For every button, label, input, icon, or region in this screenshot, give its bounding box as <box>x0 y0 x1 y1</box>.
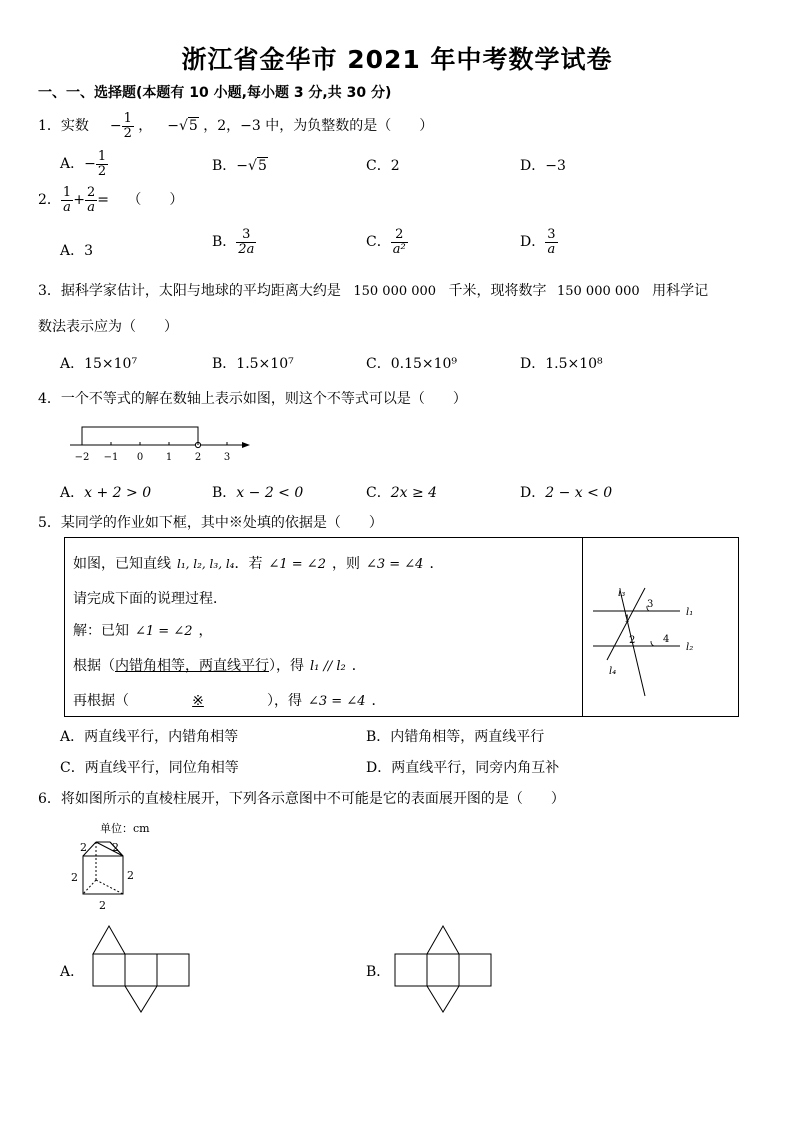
question-3-line1: 3．据科学家估计，太阳与地球的平均距离大约是 150 000 000 千米，现将数字 150 000 000 用科学记 <box>38 283 709 299</box>
q6-option-a-net[interactable] <box>90 922 192 1014</box>
number-line-tick-label: 0 <box>136 452 144 463</box>
q1-fraction: $\frac{1}{2}$ <box>123 111 132 141</box>
q3-option-d[interactable]: D．1.5×10⁸ <box>520 356 603 372</box>
question-5: 5．某同学的作业如下框，其中※处填的依据是（ ） <box>38 515 383 531</box>
q5-homework-box <box>64 537 739 717</box>
svg-text:2: 2 <box>80 841 87 854</box>
box-line-1: 如图，已知直线 l₁, l₂, l₃, l₄．若 ∠1 = ∠2 ，则 ∠3 = ∠4 ． <box>73 556 444 572</box>
q3-option-b[interactable]: B．1.5×10⁷ <box>212 356 294 372</box>
question-1-prefix: 1．实数 <box>38 118 89 135</box>
q4-option-b[interactable]: B．x − 2 < 0 <box>212 485 304 501</box>
q5-option-b[interactable]: B．内错角相等，两直线平行 <box>366 729 545 745</box>
prism-figure <box>68 818 168 918</box>
question-1: 1．实数 − $\frac{1}{2}$ ， −√5 ，2，−3 中，为负整数的是（ ） <box>38 111 434 141</box>
q5-option-c[interactable]: C．两直线平行，同位角相等 <box>60 760 239 776</box>
number-line-figure <box>60 420 260 465</box>
box-line-4: 根据（内错角相等，两直线平行），得 l₁ // l₂ ． <box>73 658 366 674</box>
label-l1: l₁ <box>686 607 694 618</box>
number-line-tick-label: 2 <box>194 452 202 463</box>
q1-option-c[interactable]: C．2 <box>366 158 400 174</box>
page-title: 浙江省金华市 2021 年中考数学试卷 <box>181 45 613 74</box>
svg-text:2: 2 <box>127 869 134 882</box>
q1-option-b[interactable]: B．−√5 <box>212 158 267 174</box>
label-l3: l₃ <box>618 588 626 599</box>
number-line-tick-label: −1 <box>103 452 119 463</box>
box-divider <box>582 538 583 716</box>
question-6: 6．将如图所示的直棱柱展开，下列各示意图中不可能是它的表面展开图的是（ ） <box>38 791 565 807</box>
question-4: 4．一个不等式的解在数轴上表示如图，则这个不等式可以是（ ） <box>38 391 467 407</box>
q6-option-a-label[interactable]: A． <box>60 964 85 980</box>
q3-option-c[interactable]: C．0.15×10⁹ <box>366 356 458 372</box>
svg-text:2: 2 <box>99 899 106 912</box>
q2-option-b[interactable]: B． $\frac{3}{2a}$ <box>212 227 255 257</box>
number-line-tick-label: 3 <box>223 452 231 463</box>
number-line-tick-label: −2 <box>74 452 90 463</box>
angle-2-label: 2 <box>629 635 636 646</box>
q2-option-c[interactable]: C． $\frac{2}{\text{a²}}$ <box>366 227 406 257</box>
question-2: 2． $\frac{1}{a}$ + $\frac{2}{a}$ = （ ） <box>38 185 184 215</box>
q1-rest: ，2，−3 中，为负整数的是（ ） <box>203 118 434 135</box>
q1-option-d[interactable]: D．−3 <box>520 158 566 174</box>
angle-1-label: 1 <box>624 614 631 625</box>
svg-text:2: 2 <box>71 871 78 884</box>
angle-3-label: 3 <box>647 599 654 610</box>
question-3-line2: 数法表示应为（ ） <box>38 319 178 335</box>
q2-option-d[interactable]: D． $\frac{3}{a}$ <box>520 227 556 257</box>
axis-arrow <box>242 442 250 448</box>
q1-option-a[interactable]: A．− $\frac{1}{2}$ <box>60 149 107 179</box>
parallel-lines-figure <box>585 578 735 708</box>
q5-option-a[interactable]: A．两直线平行，内错角相等 <box>60 729 239 745</box>
svg-text:2: 2 <box>112 841 119 854</box>
unit-label: 单位：cm <box>100 822 150 835</box>
q4-option-a[interactable]: A．x + 2 > 0 <box>60 485 152 501</box>
section-heading: 一、一、选择题(本题有 10 小题,每小题 3 分,共 30 分) <box>38 85 392 101</box>
q1-neg-sign: − <box>109 118 122 135</box>
label-l2: l₂ <box>686 642 694 653</box>
box-line-2: 请完成下面的说理过程． <box>73 591 227 607</box>
q6-option-b-net[interactable] <box>392 922 494 1014</box>
label-l4: l₄ <box>609 666 617 677</box>
box-line-5: 再根据（ ※ ），得 ∠3 = ∠4 ． <box>73 693 386 709</box>
q2-option-a[interactable]: A．3 <box>60 243 94 259</box>
q1-sqrt: −√5 <box>167 118 198 135</box>
number-line-tick-label: 1 <box>165 452 173 463</box>
q3-option-a[interactable]: A．15×10⁷ <box>60 356 138 372</box>
q4-option-d[interactable]: D．2 − x < 0 <box>520 485 613 501</box>
angle-4-label: 4 <box>663 634 670 645</box>
q5-option-d[interactable]: D．两直线平行，同旁内角互补 <box>366 760 560 776</box>
q4-option-c[interactable]: C．2x ≥ 4 <box>366 485 438 501</box>
q6-option-b-label[interactable]: B． <box>366 964 391 980</box>
box-line-3: 解：已知 ∠1 = ∠2 ， <box>73 623 213 639</box>
